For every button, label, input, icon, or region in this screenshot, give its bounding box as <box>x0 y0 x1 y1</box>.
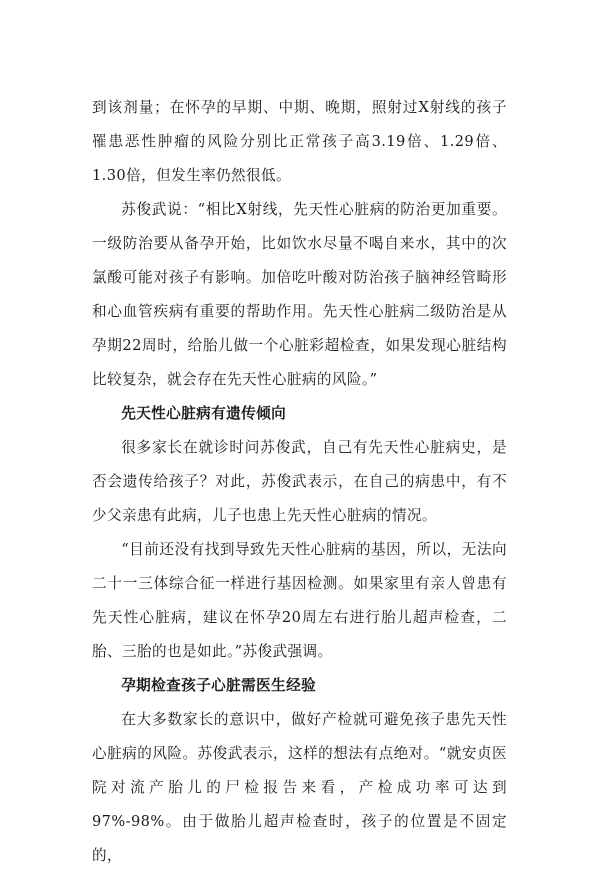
paragraph-heredity-question: 很多家长在就诊时问苏俊武，自己有先天性心脏病史，是否会遗传给孩子？对此，苏俊武表示，在自己的病患中，有不少父亲患有此病，儿子也患上先天性心脏病的情况。 <box>92 439 507 524</box>
section-heading-prenatal-check: 孕期检查孩子心脏需医生经验 <box>121 677 317 694</box>
document-body <box>92 91 507 873</box>
paragraph-prenatal-check: 在大多数家长的意识中，做好产检就可避免孩子患先天性心脏病的风险。苏俊武表示，这样的想法有点绝对。“就安贞医院对流产胎儿的尸检报告来看，产检成功率可达到97%-98%。由于做胎儿超声检查时，孩子的位置是不固定的， <box>92 711 507 864</box>
paragraph-su-junwu-prevention: 苏俊武说：“相比X射线，先天性心脏病的防治更加重要。一级防治要从备孕开始，比如饮水尽量不喝自来水，其中的次氯酸可能对孩子有影响。加倍吃叶酸对防治孩子脑神经管畸形和心血管疾病有重要的帮助作用。先天性心脏病二级防治是从孕期22周时，给胎儿做一个心脏彩超检查，如果发现心脏结构比较复杂，就会存在先天性心脏病的风险。” <box>92 201 507 388</box>
section-heading-heredity: 先天性心脏病有遗传倾向 <box>121 405 287 422</box>
paragraph-xray-risk: 到该剂量；在怀孕的早期、中期、晚期，照射过X射线的孩子罹患恶性肿瘤的风险分别比正常孩子高3.19倍、1.29倍、1.30倍，但发生率仍然很低。 <box>92 99 507 184</box>
paragraph-gene-testing: “目前还没有找到导致先天性心脏病的基因，所以，无法向二十一三体综合征一样进行基因检测。如果家里有亲人曾患有先天性心脏病，建议在怀孕20周左右进行胎儿超声检查，二胎、三胎的也是如此。”苏俊武强调。 <box>92 541 507 660</box>
